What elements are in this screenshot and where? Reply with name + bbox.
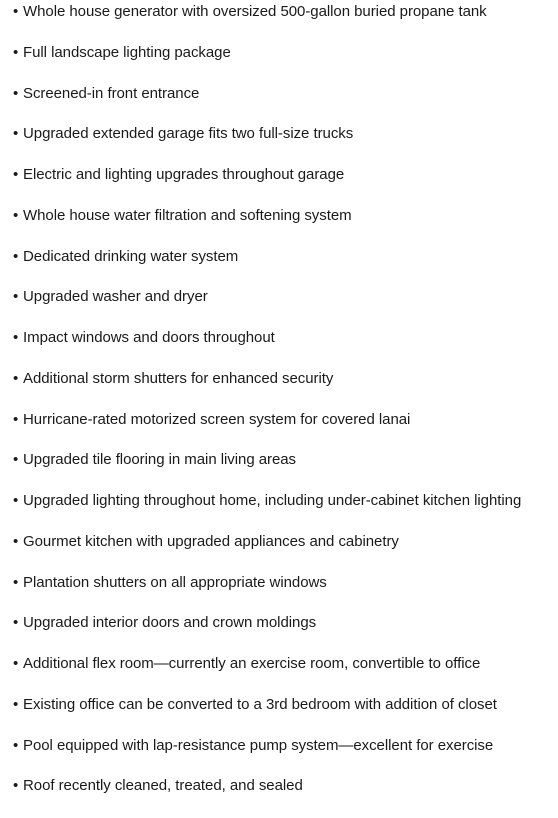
- bullet-icon: •: [13, 43, 19, 61]
- list-item-text: Pool equipped with lap-resistance pump system—excellent for exercise: [23, 736, 494, 754]
- list-item-text: Plantation shutters on all appropriate windows: [23, 573, 327, 591]
- list-item-text: Upgraded tile flooring in main living areas: [23, 451, 296, 469]
- list-item-text: Upgraded lighting throughout home, including under-cabinet kitchen lighting: [23, 492, 522, 509]
- list-item: [13, 166, 558, 207]
- bullet-icon: •: [13, 84, 19, 102]
- list-item-text: Additional flex room—currently an exercise room, convertible to office: [23, 655, 481, 672]
- list-item-text: Full landscape lighting package: [23, 43, 231, 61]
- list-item: [13, 85, 558, 126]
- list-item-text: Upgraded interior doors and crown moldings: [23, 614, 317, 632]
- bullet-icon: •: [13, 573, 19, 591]
- list-item-text: Whole house generator with oversized 500-gallon buried propane tank: [23, 3, 487, 20]
- list-item: [13, 411, 558, 452]
- list-item-text: Hurricane-rated motorized screen system for covered lanai: [23, 410, 411, 428]
- bullet-icon: •: [13, 655, 19, 672]
- list-item: [13, 125, 558, 166]
- bullet-icon: •: [13, 329, 19, 346]
- list-item: [13, 574, 558, 615]
- bullet-icon: •: [13, 492, 19, 509]
- bullet-icon: •: [13, 695, 19, 713]
- bullet-icon: •: [13, 614, 19, 632]
- list-item: [13, 655, 558, 696]
- list-item: [13, 329, 558, 370]
- list-item-text: Electric and lighting upgrades throughout garage: [23, 166, 345, 183]
- list-item: [13, 44, 558, 85]
- list-item: [13, 451, 558, 492]
- list-item-text: Upgraded extended garage fits two full-size trucks: [23, 125, 354, 143]
- list-item: [13, 370, 558, 411]
- list-item: [13, 207, 558, 248]
- bullet-icon: •: [13, 3, 19, 20]
- list-item-text: Roof recently cleaned, treated, and sealed: [23, 777, 303, 795]
- list-item: [13, 3, 558, 44]
- bullet-icon: •: [13, 532, 19, 550]
- bullet-icon: •: [13, 166, 19, 183]
- list-item: [13, 533, 558, 574]
- bullet-icon: •: [13, 736, 19, 754]
- list-item-text: Impact windows and doors throughout: [23, 329, 275, 346]
- bullet-icon: •: [13, 288, 19, 306]
- list-item: [13, 248, 558, 289]
- bullet-icon: •: [13, 247, 19, 265]
- bullet-icon: •: [13, 410, 19, 428]
- list-item: [13, 492, 558, 533]
- list-item-text: Whole house water filtration and softening system: [23, 206, 352, 224]
- list-item: [13, 614, 558, 655]
- list-item-text: Additional storm shutters for enhanced security: [23, 369, 334, 387]
- list-item-text: Dedicated drinking water system: [23, 247, 239, 265]
- bullet-icon: •: [13, 777, 19, 795]
- list-item-text: Existing office can be converted to a 3rd bedroom with addition of closet: [23, 695, 497, 713]
- list-item: [13, 777, 558, 818]
- bullet-icon: •: [13, 125, 19, 143]
- list-item-text: Screened-in front entrance: [23, 84, 200, 102]
- list-item-text: Gourmet kitchen with upgraded appliances and cabinetry: [23, 532, 399, 550]
- list-item-text: Upgraded washer and dryer: [23, 288, 208, 306]
- list-item: [13, 737, 558, 778]
- bullet-icon: •: [13, 206, 19, 224]
- feature-list: [13, 3, 558, 818]
- list-item: [13, 696, 558, 737]
- list-item: [13, 288, 558, 329]
- bullet-icon: •: [13, 369, 19, 387]
- bullet-icon: •: [13, 451, 19, 469]
